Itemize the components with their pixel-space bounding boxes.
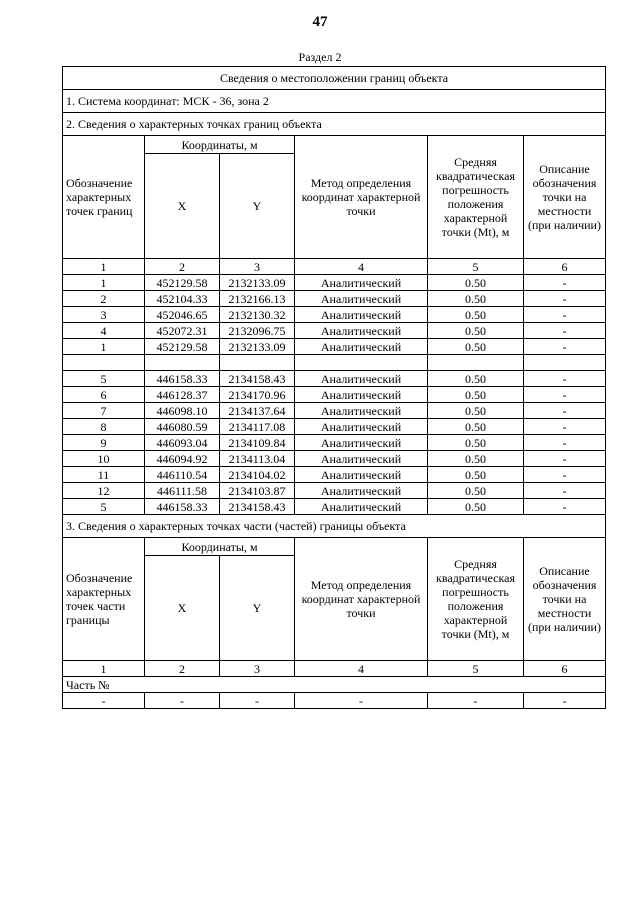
table-cell: 0.50 xyxy=(428,275,524,291)
table-row xyxy=(63,371,606,387)
table-cell: 10 xyxy=(63,451,145,467)
section-label: Раздел 2 xyxy=(298,50,342,64)
section3-title: 3. Сведения о характерных точках части (частей) границы объекта xyxy=(63,515,606,538)
table-cell: 5 xyxy=(428,259,524,275)
table-row xyxy=(63,387,606,403)
table-cell: 2132130.32 xyxy=(220,307,295,323)
table-cell: - xyxy=(220,693,295,709)
table-cell: Аналитический xyxy=(295,483,428,499)
table-cell: 1 xyxy=(63,259,145,275)
header3-x: X xyxy=(145,556,220,661)
table-cell: 452072.31 xyxy=(145,323,220,339)
table-cell: 11 xyxy=(63,467,145,483)
table-cell: 446094.92 xyxy=(145,451,220,467)
table-cell: 0.50 xyxy=(428,339,524,355)
table-cell: 446098.10 xyxy=(145,403,220,419)
table-cell: 0.50 xyxy=(428,371,524,387)
part-row xyxy=(63,693,606,709)
table-cell: 3 xyxy=(220,661,295,677)
table-cell: 2 xyxy=(145,661,220,677)
header-error: Средняя квадратическая погрешность положения характерной точки (Mt), м xyxy=(428,136,524,259)
table-cell: 4 xyxy=(63,323,145,339)
table-cell: Аналитический xyxy=(295,435,428,451)
table-row xyxy=(63,499,606,515)
table-cell: Аналитический xyxy=(295,419,428,435)
empty-row xyxy=(63,355,606,371)
table-cell: Аналитический xyxy=(295,275,428,291)
table-cell: - xyxy=(524,451,606,467)
table-cell: - xyxy=(524,323,606,339)
header-y: Y xyxy=(220,154,295,259)
table-cell: 1 xyxy=(63,339,145,355)
table-cell: Аналитический xyxy=(295,499,428,515)
table-cell: - xyxy=(524,403,606,419)
table-cell: 1 xyxy=(63,275,145,291)
table-cell: 2134158.43 xyxy=(220,499,295,515)
table-row xyxy=(63,483,606,499)
table-cell: Аналитический xyxy=(295,307,428,323)
table-cell: - xyxy=(524,371,606,387)
header3-coords: Координаты, м xyxy=(145,538,295,556)
table-cell: 0.50 xyxy=(428,483,524,499)
table-cell: 446111.58 xyxy=(145,483,220,499)
table-cell: Аналитический xyxy=(295,323,428,339)
table-cell: Аналитический xyxy=(295,371,428,387)
table-cell: 5 xyxy=(428,661,524,677)
table-cell: 2134137.64 xyxy=(220,403,295,419)
table-row xyxy=(63,339,606,355)
table-title: Сведения о местоположении границ объекта xyxy=(63,67,606,90)
table-cell: 2134109.84 xyxy=(220,435,295,451)
table-cell: 0.50 xyxy=(428,419,524,435)
table-cell: 3 xyxy=(220,259,295,275)
table-cell: 0.50 xyxy=(428,291,524,307)
table-cell: 0.50 xyxy=(428,499,524,515)
table-cell: Аналитический xyxy=(295,467,428,483)
table-row xyxy=(63,291,606,307)
table-row xyxy=(63,435,606,451)
table-cell: - xyxy=(295,693,428,709)
table-cell: 0.50 xyxy=(428,323,524,339)
table-cell: 0.50 xyxy=(428,467,524,483)
table-cell: 5 xyxy=(63,499,145,515)
table-cell: - xyxy=(524,419,606,435)
table-cell: Аналитический xyxy=(295,451,428,467)
table-cell: 2132133.09 xyxy=(220,339,295,355)
table-row xyxy=(63,275,606,291)
table-cell: - xyxy=(524,275,606,291)
table-cell: 446110.54 xyxy=(145,467,220,483)
table-cell: 2134103.87 xyxy=(220,483,295,499)
table-cell: - xyxy=(524,499,606,515)
table-cell: 2134117.08 xyxy=(220,419,295,435)
table-cell: Аналитический xyxy=(295,339,428,355)
page-number: 47 xyxy=(312,14,328,30)
table-cell: 7 xyxy=(63,403,145,419)
boundary-table xyxy=(62,66,606,709)
table-cell: Аналитический xyxy=(295,291,428,307)
table-cell: Аналитический xyxy=(295,403,428,419)
table-cell: 452129.58 xyxy=(145,275,220,291)
table-row xyxy=(63,323,606,339)
table-cell: 2 xyxy=(63,291,145,307)
table-cell: 2134170.96 xyxy=(220,387,295,403)
table-cell: 4 xyxy=(295,259,428,275)
table-cell: 8 xyxy=(63,419,145,435)
table-cell: - xyxy=(524,693,606,709)
table-cell: 2134104.02 xyxy=(220,467,295,483)
table-cell: 452104.33 xyxy=(145,291,220,307)
table-cell: Аналитический xyxy=(295,387,428,403)
table-cell: 446128.37 xyxy=(145,387,220,403)
table-cell: 446158.33 xyxy=(145,499,220,515)
table-cell: 6 xyxy=(63,387,145,403)
table-cell: - xyxy=(524,339,606,355)
table-cell: - xyxy=(524,483,606,499)
table-cell: - xyxy=(145,693,220,709)
table-row xyxy=(63,419,606,435)
table-cell: 0.50 xyxy=(428,387,524,403)
table-cell: 446158.33 xyxy=(145,371,220,387)
table-cell: 2134158.43 xyxy=(220,371,295,387)
table-cell: - xyxy=(524,307,606,323)
header-x: X xyxy=(145,154,220,259)
table-cell: 446093.04 xyxy=(145,435,220,451)
header-method: Метод определения координат характерной точки xyxy=(295,136,428,259)
table-cell: 446080.59 xyxy=(145,419,220,435)
header3-y: Y xyxy=(220,556,295,661)
table-cell: 0.50 xyxy=(428,307,524,323)
table-cell: 4 xyxy=(295,661,428,677)
header-description: Описание обозначения точки на местности (при наличии) xyxy=(524,136,606,259)
table-cell: - xyxy=(524,467,606,483)
table-cell: 0.50 xyxy=(428,435,524,451)
table-cell: 1 xyxy=(63,661,145,677)
table-cell: 0.50 xyxy=(428,451,524,467)
column-numbers-row xyxy=(63,259,606,275)
header3-error: Средняя квадратическая погрешность положения характерной точки (Mt), м xyxy=(428,538,524,661)
header3-method: Метод определения координат характерной точки xyxy=(295,538,428,661)
header-point: Обозначение характерных точек границ xyxy=(63,136,145,259)
section2-title: 2. Сведения о характерных точках границ объекта xyxy=(63,113,606,136)
table-row xyxy=(63,307,606,323)
table-cell: - xyxy=(524,435,606,451)
header3-description: Описание обозначения точки на местности (при наличии) xyxy=(524,538,606,661)
table-cell: 12 xyxy=(63,483,145,499)
table-cell: - xyxy=(524,291,606,307)
table-row xyxy=(63,451,606,467)
table-cell: 2134113.04 xyxy=(220,451,295,467)
table-row xyxy=(63,403,606,419)
table-cell: 2132096.75 xyxy=(220,323,295,339)
table-cell: 452129.58 xyxy=(145,339,220,355)
table-cell: 0.50 xyxy=(428,403,524,419)
table-cell: 2 xyxy=(145,259,220,275)
table-cell: 5 xyxy=(63,371,145,387)
table-cell: 3 xyxy=(63,307,145,323)
coord-system: 1. Система координат: МСК - 36, зона 2 xyxy=(63,90,606,113)
table-cell: 2132133.09 xyxy=(220,275,295,291)
column-numbers-row xyxy=(63,661,606,677)
table-cell: 452046.65 xyxy=(145,307,220,323)
table-cell: 9 xyxy=(63,435,145,451)
table-cell: 6 xyxy=(524,661,606,677)
table-row xyxy=(63,467,606,483)
table-cell: - xyxy=(63,693,145,709)
part-label: Часть № xyxy=(63,677,606,693)
header3-point: Обозначение характерных точек части границы xyxy=(63,538,145,661)
header-coords: Координаты, м xyxy=(145,136,295,154)
table-cell: 2132166.13 xyxy=(220,291,295,307)
table-cell: - xyxy=(524,387,606,403)
table-cell: - xyxy=(428,693,524,709)
table-cell: 6 xyxy=(524,259,606,275)
